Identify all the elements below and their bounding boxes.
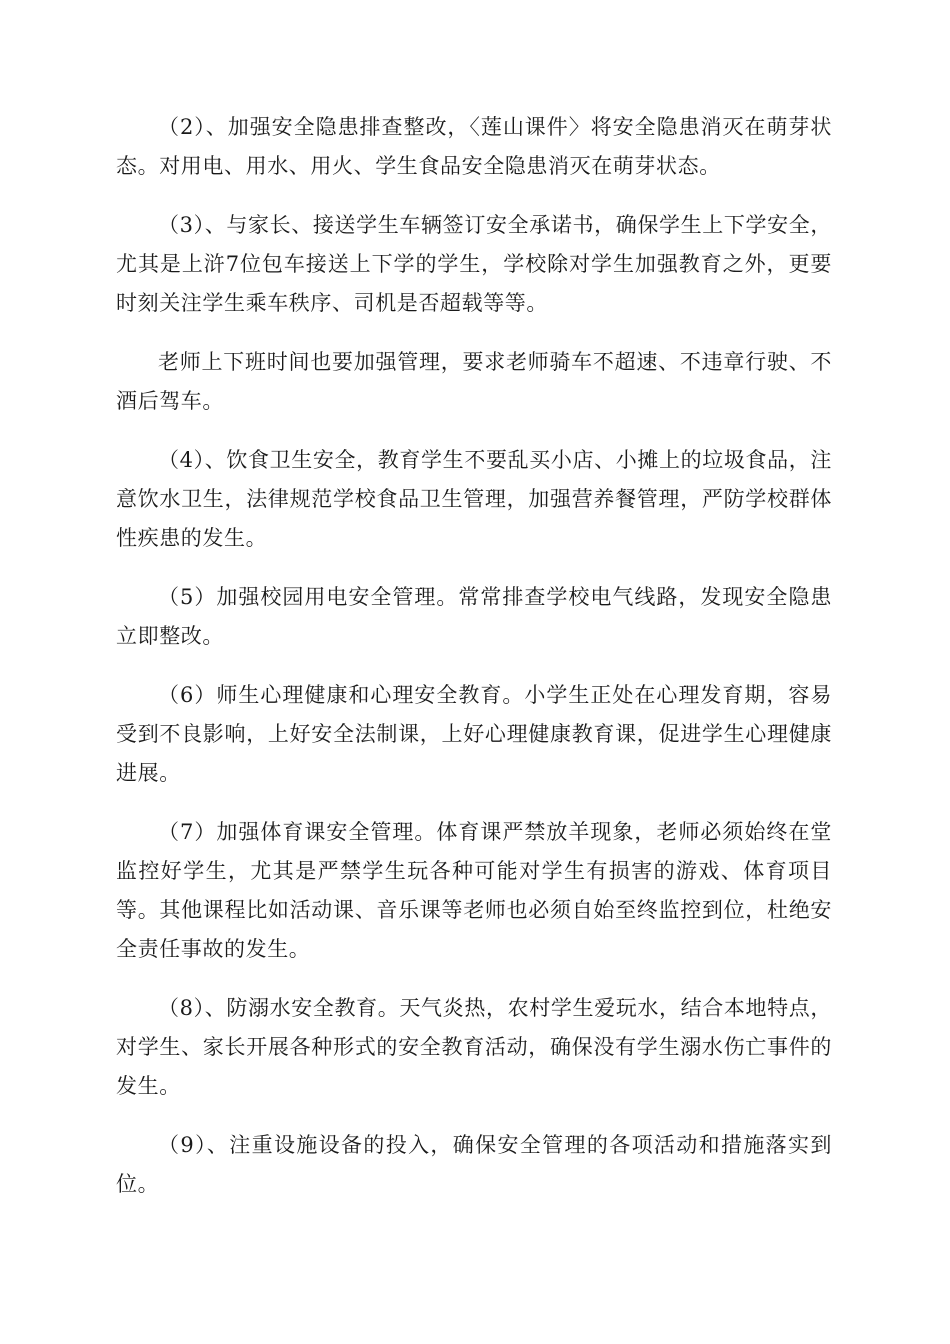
paragraph-item-7: （7）加强体育课安全管理。体育课严禁放羊现象，老师必须始终在堂监控好学生，尤其是严禁学生玩各种可能对学生有损害的游戏、体育项目等。其他课程比如活动课、音乐课等老师也必须自始至终监控到位，杜绝安全责任事故的发生。 (116, 820, 832, 961)
document-body (116, 108, 832, 1224)
paragraph-item-6: （6）师生心理健康和心理安全教育。小学生正处在心理发育期，容易受到不良影响，上好安全法制课，上好心理健康教育课，促进学生心理健康进展。 (116, 683, 832, 785)
paragraph-item-4: （4）、饮食卫生安全，教育学生不要乱买小店、小摊上的垃圾食品，注意饮水卫生，法律规范学校食品卫生管理，加强营养餐管理，严防学校群体性疾患的发生。 (116, 448, 832, 550)
paragraph-item-2: （2）、加强安全隐患排查整改，〈莲山课件〉将安全隐患消灭在萌芽状态。对用电、用水、用火、学生食品安全隐患消灭在萌芽状态。 (116, 115, 832, 178)
paragraph-item-9: （9）、注重设施设备的投入，确保安全管理的各项活动和措施落实到位。 (116, 1133, 832, 1196)
paragraph-item-3: （3）、与家长、接送学生车辆签订安全承诺书，确保学生上下学安全，尤其是上浒7位包车接送上下学的学生，学校除对学生加强教育之外，更要时刻关注学生乘车秩序、司机是否超载等等。 (116, 213, 832, 315)
paragraph-teacher-commute: 老师上下班时间也要加强管理，要求老师骑车不超速、不违章行驶、不酒后驾车。 (116, 350, 832, 413)
paragraph-item-5: （5）加强校园用电安全管理。常常排查学校电气线路，发现安全隐患立即整改。 (116, 585, 832, 648)
paragraph-item-8: （8）、防溺水安全教育。天气炎热，农村学生爱玩水，结合本地特点，对学生、家长开展各种形式的安全教育活动，确保没有学生溺水伤亡事件的发生。 (116, 996, 832, 1098)
